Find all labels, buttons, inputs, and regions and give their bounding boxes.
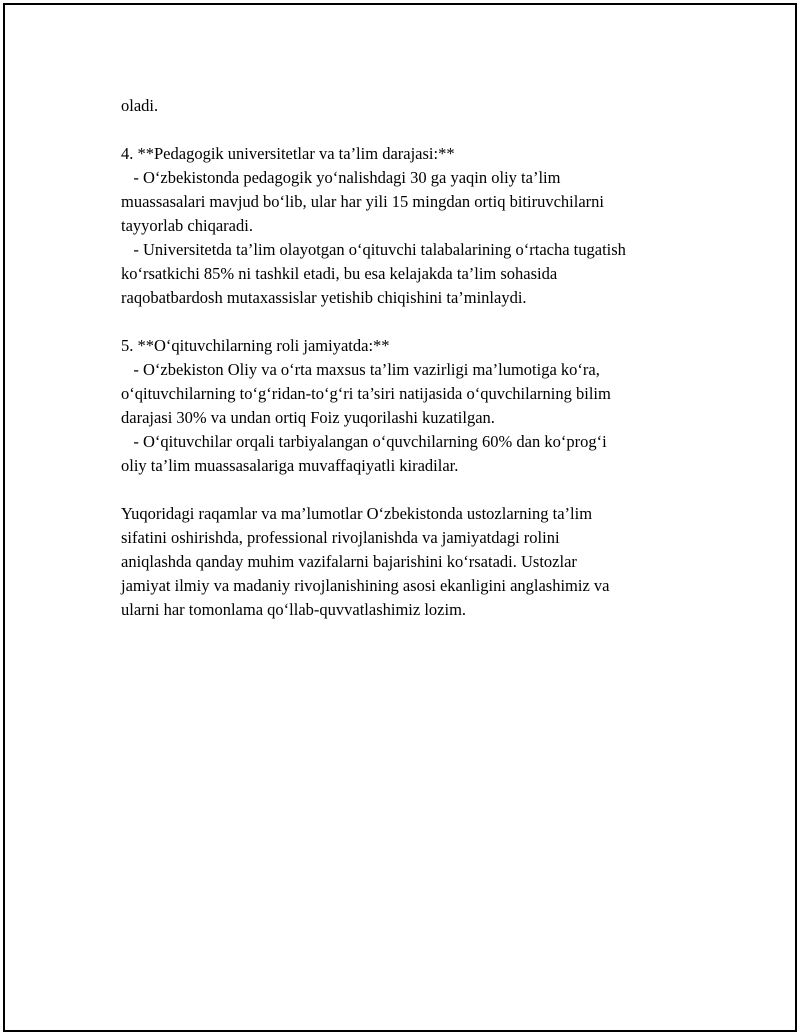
- text-line: jamiyat ilmiy va madaniy rivojlanishining asosi ekanligini anglashimiz va: [121, 576, 610, 595]
- paragraph-spacer: [121, 478, 711, 502]
- text-line: - O‘qituvchilar orqali tarbiyalangan o‘quvchilarning 60% dan ko‘prog‘i: [121, 432, 607, 451]
- text-line: oliy ta’lim muassasalariga muvaffaqiyatli kiradilar.: [121, 456, 459, 475]
- text-line: Yuqoridagi raqamlar va ma’lumotlar O‘zbekistonda ustozlarning ta’lim: [121, 504, 593, 523]
- text-line: muassasalari mavjud bo‘lib, ular har yili 15 mingdan ortiq bitiruvchilarni: [121, 192, 604, 211]
- document-body: [121, 94, 711, 622]
- text-line: ko‘rsatkichi 85% ni tashkil etadi, bu esa kelajakda ta’lim sohasida: [121, 264, 558, 283]
- document-page: [3, 3, 797, 1032]
- text-line: o‘qituvchilarning to‘g‘ridan-to‘g‘ri ta’siri natijasida o‘quvchilarning bilim: [121, 384, 611, 403]
- text-line: - O‘zbekistonda pedagogik yo‘nalishdagi 30 ga yaqin oliy ta’lim: [121, 168, 561, 187]
- text-line: - Universitetda ta’lim olayotgan o‘qituvchi talabalarining o‘rtacha tugatish: [121, 240, 626, 259]
- text-line: oladi.: [121, 96, 159, 115]
- paragraph-spacer: [121, 310, 711, 334]
- text-line: raqobatbardosh mutaxassislar yetishib chiqishini ta’minlaydi.: [121, 288, 527, 307]
- paragraph-spacer: [121, 118, 711, 142]
- text-line: darajasi 30% va undan ortiq Foiz yuqorilashi kuzatilgan.: [121, 408, 495, 427]
- text-line: sifatini oshirishda, professional rivojlanishda va jamiyatdagi rolini: [121, 528, 560, 547]
- text-line: tayyorlab chiqaradi.: [121, 216, 253, 235]
- section-heading: 4. **Pedagogik universitetlar va ta’lim darajasi:**: [121, 144, 455, 163]
- section-heading: 5. **O‘qituvchilarning roli jamiyatda:**: [121, 336, 390, 355]
- text-line: - O‘zbekiston Oliy va o‘rta maxsus ta’lim vazirligi ma’lumotiga ko‘ra,: [121, 360, 600, 379]
- text-line: ularni har tomonlama qo‘llab-quvvatlashimiz lozim.: [121, 600, 467, 619]
- text-line: aniqlashda qanday muhim vazifalarni bajarishini ko‘rsatadi. Ustozlar: [121, 552, 577, 571]
